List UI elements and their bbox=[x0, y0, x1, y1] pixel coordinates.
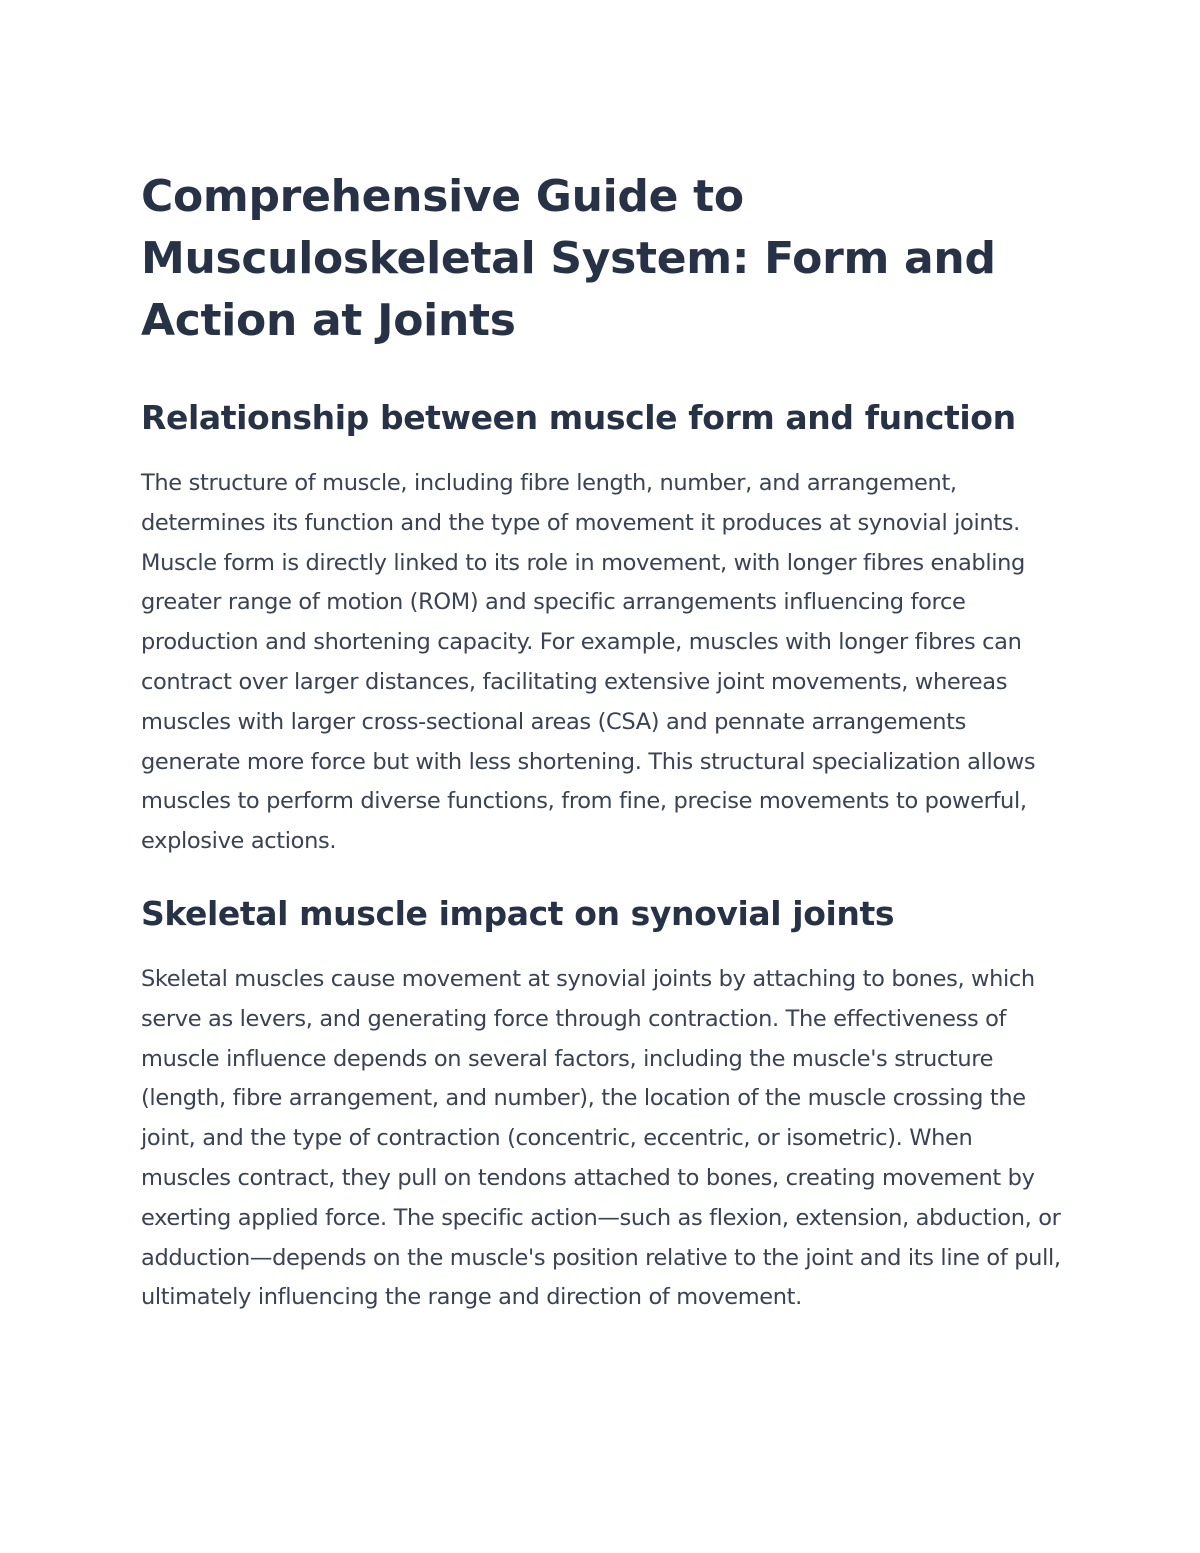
document-title: Comprehensive Guide to Musculoskeletal System: Form and Action at Joints bbox=[141, 171, 996, 346]
section-synovial-joints bbox=[141, 892, 1066, 1318]
section-body: Skeletal muscles cause movement at synovial joints by attaching to bones, which serve as levers, and generating force through contraction. The effectiveness of muscle influence depends on several factors, including the muscle's structure (length, fibre arrangement, and number), the location of the muscle crossing the joint, and the type of contraction (concentric, eccentric, or isometric). When muscles contract, they pull on tendons attached to bones, creating movement by exerting applied force. The specific action—such as flexion, extension, abduction, or adduction—depends on the muscle's position relative to the joint and its line of pull, ultimately influencing the range and direction of movement. bbox=[141, 965, 1061, 1311]
section-body: The structure of muscle, including fibre length, number, and arrangement, determines its function and the type of movement it produces at synovial joints. Muscle form is directly linked to its role in movement, with longer fibres enabling greater range of motion (ROM) and specific arrangements influencing force production and shortening capacity. For example, muscles with longer fibres can contract over larger distances, facilitating extensive joint movements, whereas muscles with larger cross-sectional areas (CSA) and pennate arrangements generate more force but with less shortening. This structural specialization allows muscles to perform diverse functions, from fine, precise movements to powerful, explosive actions. bbox=[141, 470, 1036, 855]
section-heading: Skeletal muscle impact on synovial joints bbox=[141, 893, 895, 933]
document-page bbox=[141, 166, 1066, 1318]
section-heading: Relationship between muscle form and function bbox=[141, 398, 1016, 437]
section-muscle-form-function bbox=[141, 396, 1066, 862]
